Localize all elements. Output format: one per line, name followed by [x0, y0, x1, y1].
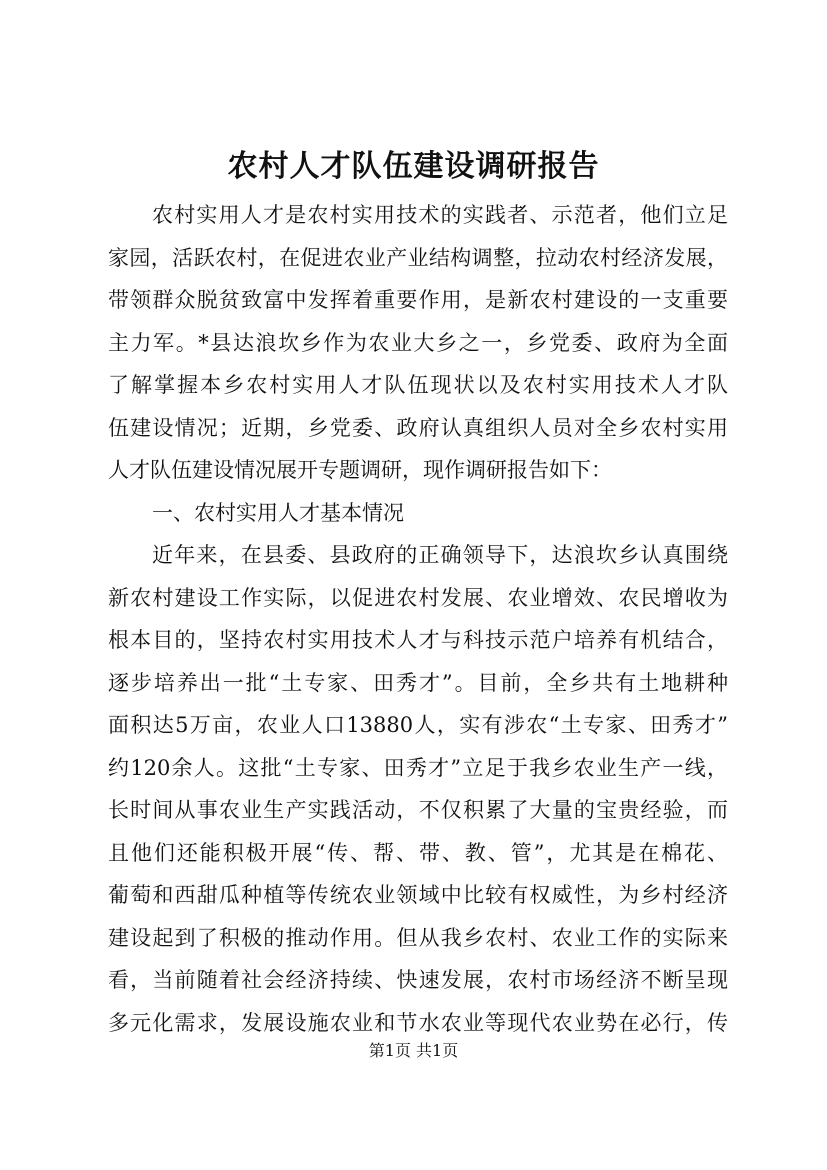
paragraph-line: 约120余人。这批“土专家、田秀才”立足于我乡农业生产一线， — [108, 755, 728, 780]
paragraph-line: 根本目的，坚持农村实用技术人才与科技示范户培养有机结合， — [108, 628, 728, 652]
page-number-footer: 第1页 共1页 — [368, 1041, 459, 1060]
paragraph-line: 人才队伍建设情况展开专题调研，现作调研报告如下： — [108, 458, 612, 482]
paragraph-line: 带领群众脱贫致富中发挥着重要作用，是新农村建设的一支重要 — [108, 288, 728, 312]
paragraph-line: 家园，活跃农村，在促进农业产业结构调整，拉动农村经济发展， — [108, 245, 728, 270]
paragraph-line: 了解掌握本乡农村实用人才队伍现状以及农村实用技术人才队 — [108, 373, 728, 397]
document-title: 农村人才队伍建设调研报告 — [227, 149, 600, 184]
paragraph-line: 伍建设情况；近期，乡党委、政府认真组织人员对全乡农村实用 — [108, 415, 728, 440]
section-heading: 一、农村实用人才基本情况 — [152, 500, 404, 525]
paragraph-line: 主力军。*县达浪坎乡作为农业大乡之一，乡党委、政府为全面 — [108, 330, 728, 355]
paragraph-line: 长时间从事农业生产实践活动，不仅积累了大量的宝贵经验，而 — [108, 798, 728, 822]
paragraph-line: 近年来，在县委、县政府的正确领导下，达浪坎乡认真围绕 — [152, 543, 728, 567]
paragraph-line: 多元化需求，发展设施农业和节水农业等现代农业势在必行，传 — [108, 1010, 728, 1035]
paragraph-line: 葡萄和西甜瓜种植等传统农业领域中比较有权威性，为乡村经济 — [108, 883, 728, 907]
paragraph-line: 农村实用人才是农村实用技术的实践者、示范者，他们立足 — [152, 203, 728, 227]
paragraph-line: 建设起到了积极的推动作用。但从我乡农村、农业工作的实际来 — [108, 925, 728, 950]
document-body — [108, 194, 728, 1044]
paragraph-line: 新农村建设工作实际，以促进农村发展、农业增效、农民增收为 — [108, 585, 728, 610]
paragraph-line: 面积达5万亩，农业人口13880人，实有涉农“土专家、田秀才” — [108, 713, 728, 737]
paragraph-line: 看，当前随着社会经济持续、快速发展，农村市场经济不断呈现 — [108, 968, 728, 992]
paragraph-line: 逐步培养出一批“土专家、田秀才”。目前，全乡共有土地耕种 — [108, 670, 728, 695]
paragraph-line: 且他们还能积极开展“传、帮、带、教、管”，尤其是在棉花、 — [108, 840, 728, 865]
